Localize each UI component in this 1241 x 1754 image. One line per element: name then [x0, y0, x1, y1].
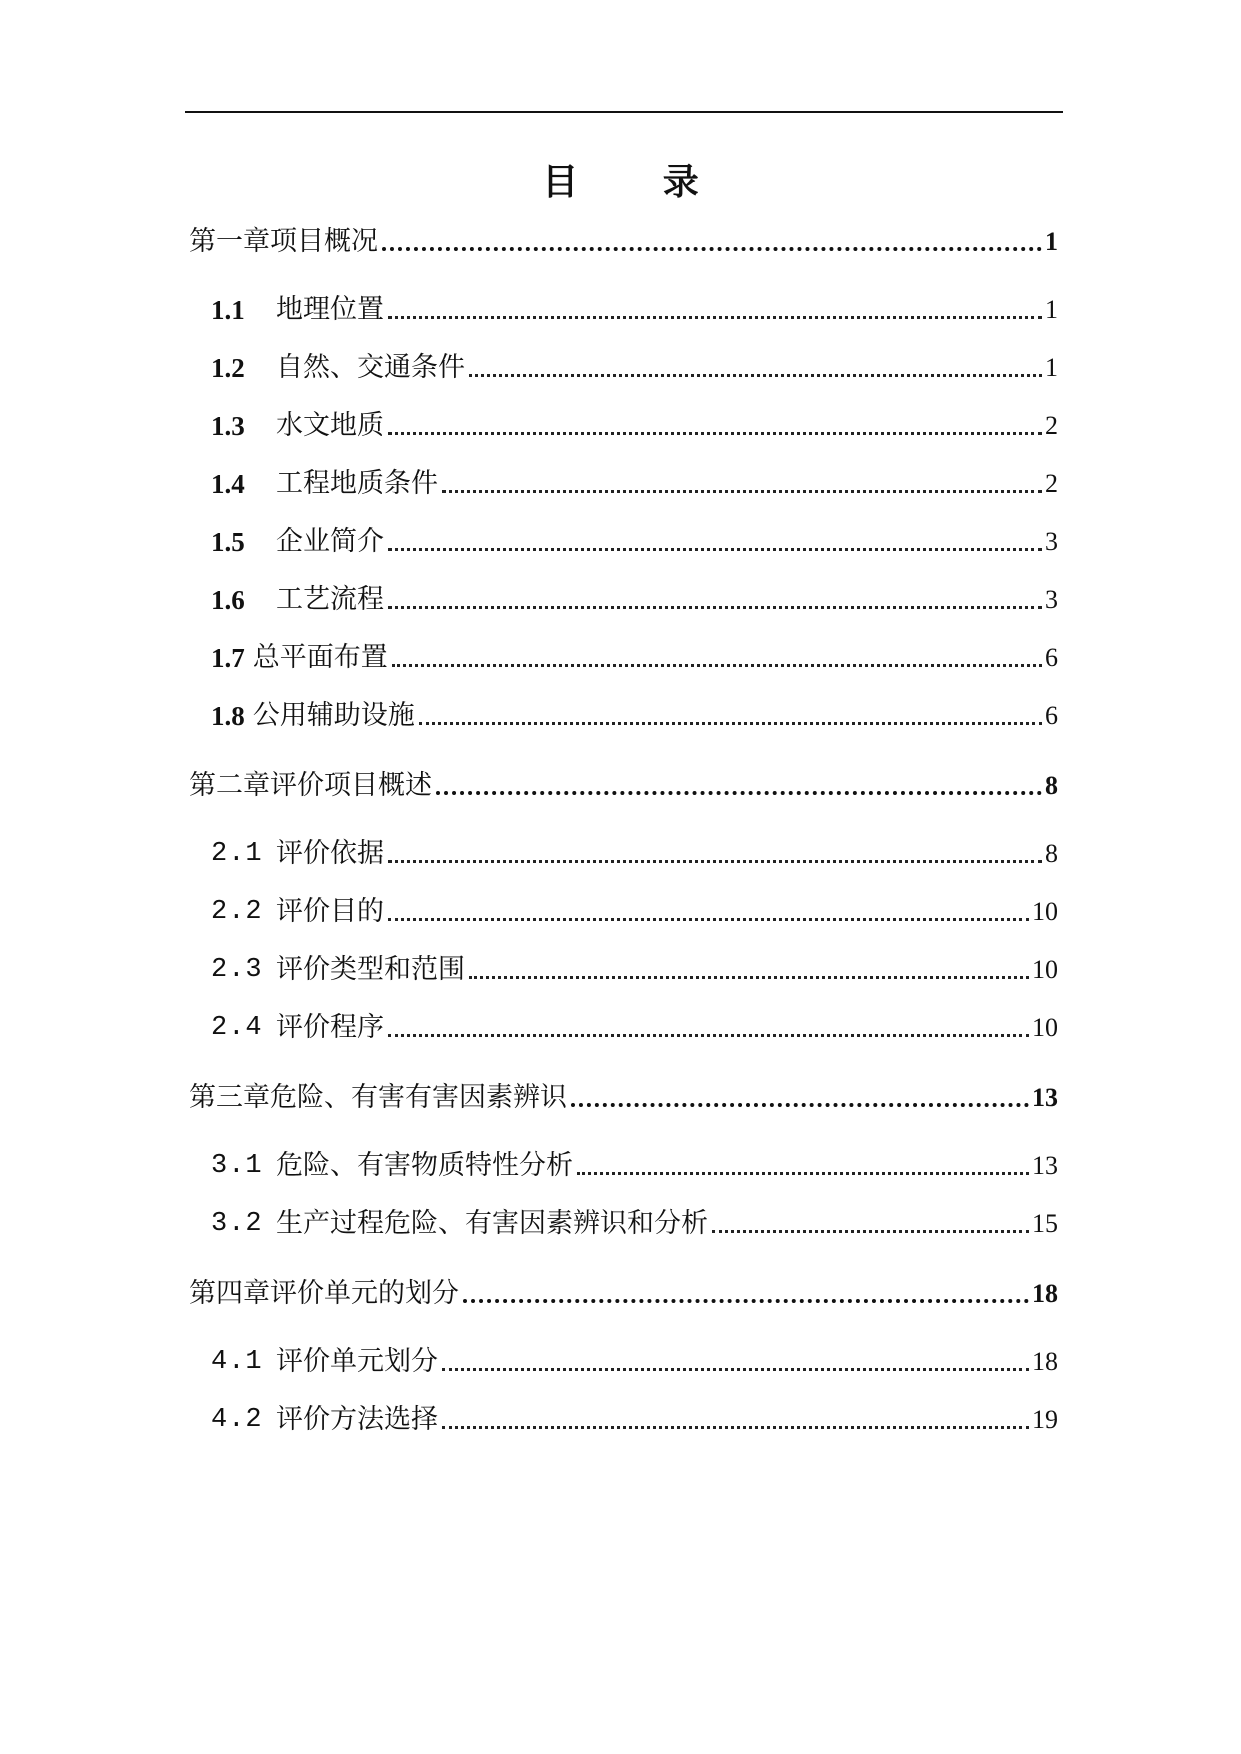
toc-page-number: 18	[1032, 1279, 1058, 1308]
dot-leader	[419, 722, 1042, 725]
toc-page-number: 1	[1045, 295, 1058, 324]
toc-entry-label: 评价程序	[276, 1012, 384, 1043]
toc-section-entry[interactable]	[211, 1204, 1058, 1244]
toc-section-entry[interactable]	[211, 834, 1058, 874]
toc-entry-label: 工程地质条件	[276, 468, 438, 499]
dot-leader	[436, 791, 1042, 795]
dot-leader	[382, 247, 1042, 251]
toc-page-number: 2	[1045, 469, 1058, 498]
toc-chapter-entry[interactable]	[189, 766, 1058, 806]
toc-section-entry[interactable]	[211, 1146, 1058, 1186]
toc-section-number: 4.1	[211, 1347, 263, 1377]
dot-leader	[712, 1230, 1029, 1233]
toc-section-entry[interactable]	[211, 638, 1058, 678]
toc-page-number: 2	[1045, 411, 1058, 440]
toc-section-entry[interactable]	[211, 522, 1058, 562]
toc-section-entry[interactable]	[211, 464, 1058, 504]
toc-page-number: 3	[1045, 585, 1058, 614]
toc-section-number: 1.1	[211, 295, 245, 325]
toc-page-number: 10	[1032, 897, 1058, 926]
toc-section-entry[interactable]	[211, 1400, 1058, 1440]
toc-section-entry[interactable]	[211, 1008, 1058, 1048]
dot-leader	[388, 860, 1042, 863]
toc-page-number: 1	[1045, 353, 1058, 382]
dot-leader	[469, 976, 1029, 979]
toc-entry-label: 评价类型和范围	[276, 954, 465, 985]
toc-section-entry[interactable]	[211, 290, 1058, 330]
toc-section-number: 2.2	[211, 897, 263, 927]
dot-leader	[388, 1034, 1029, 1037]
toc-section-number: 4.2	[211, 1405, 263, 1435]
toc-section-number: 2.3	[211, 955, 263, 985]
toc-page-number: 15	[1032, 1209, 1058, 1238]
toc-entry-label: 生产过程危险、有害因素辨识和分析	[276, 1208, 708, 1239]
dot-leader	[463, 1299, 1029, 1303]
toc-page-number: 13	[1032, 1083, 1058, 1112]
toc-section-number: 1.4	[211, 469, 245, 499]
toc-section-entry[interactable]	[211, 950, 1058, 990]
toc-entry-label: 评价方法选择	[276, 1404, 438, 1435]
toc-section-number: 3.1	[211, 1151, 263, 1181]
dot-leader	[388, 548, 1042, 551]
toc-section-number: 2.1	[211, 839, 263, 869]
toc-entry-label: 公用辅助设施	[252, 700, 415, 731]
toc-section-number: 1.6	[211, 585, 245, 615]
toc-section-number: 1.3	[211, 411, 245, 441]
dot-leader	[577, 1172, 1029, 1175]
toc-entry-label: 总平面布置	[252, 642, 388, 673]
toc-section-number: 1.2	[211, 353, 245, 383]
toc-page-number: 3	[1045, 527, 1058, 556]
toc-section-number: 1.7	[211, 643, 245, 673]
toc-section-number: 1.5	[211, 527, 245, 557]
toc-section-number: 3.2	[211, 1209, 263, 1239]
toc-entry-label: 水文地质	[276, 410, 384, 441]
dot-leader	[388, 606, 1042, 609]
toc-entry-label: 危险、有害物质特性分析	[276, 1150, 573, 1181]
header-rule	[185, 111, 1063, 113]
toc-entry-label: 评价单元划分	[276, 1346, 438, 1377]
toc-entry-label: 自然、交通条件	[276, 352, 465, 383]
toc-page-number: 8	[1045, 839, 1058, 868]
dot-leader	[388, 918, 1029, 921]
dot-leader	[571, 1103, 1029, 1107]
toc-section-number: 1.8	[211, 701, 245, 731]
toc-section-number: 2.4	[211, 1013, 263, 1043]
toc-page-number: 10	[1032, 1013, 1058, 1042]
dot-leader	[442, 490, 1042, 493]
toc-section-entry[interactable]	[211, 580, 1058, 620]
toc-page-number: 1	[1045, 227, 1058, 256]
toc-entry-label: 第四章评价单元的划分	[189, 1278, 459, 1309]
toc-title: 目 录	[542, 161, 735, 203]
toc-page-number: 13	[1032, 1151, 1058, 1180]
toc-entry-label: 工艺流程	[276, 584, 384, 615]
dot-leader	[388, 432, 1042, 435]
dot-leader	[469, 374, 1042, 377]
dot-leader	[392, 664, 1042, 667]
toc-chapter-entry[interactable]	[189, 222, 1058, 262]
toc-entry-label: 评价依据	[276, 838, 384, 869]
dot-leader	[442, 1368, 1029, 1371]
toc-entry-label: 评价目的	[276, 896, 384, 927]
toc-page-number: 18	[1032, 1347, 1058, 1376]
toc-entry-label: 第三章危险、有害有害因素辨识	[189, 1082, 567, 1113]
toc-chapter-entry[interactable]	[189, 1078, 1058, 1118]
toc-page-number: 8	[1045, 771, 1058, 800]
toc-section-entry[interactable]	[211, 348, 1058, 388]
toc-page-number: 10	[1032, 955, 1058, 984]
toc-chapter-entry[interactable]	[189, 1274, 1058, 1314]
toc-entry-label: 地理位置	[276, 294, 384, 325]
toc-page-number: 19	[1032, 1405, 1058, 1434]
toc-section-entry[interactable]	[211, 406, 1058, 446]
toc-section-entry[interactable]	[211, 892, 1058, 932]
toc-page-number: 6	[1045, 643, 1058, 672]
toc-page-number: 6	[1045, 701, 1058, 730]
toc-entry-label: 第二章评价项目概述	[189, 770, 432, 801]
toc-section-entry[interactable]	[211, 696, 1058, 736]
dot-leader	[442, 1426, 1029, 1429]
dot-leader	[388, 316, 1042, 319]
toc-entry-label: 第一章项目概况	[189, 226, 378, 257]
toc-section-entry[interactable]	[211, 1342, 1058, 1382]
toc-entry-label: 企业简介	[276, 526, 384, 557]
